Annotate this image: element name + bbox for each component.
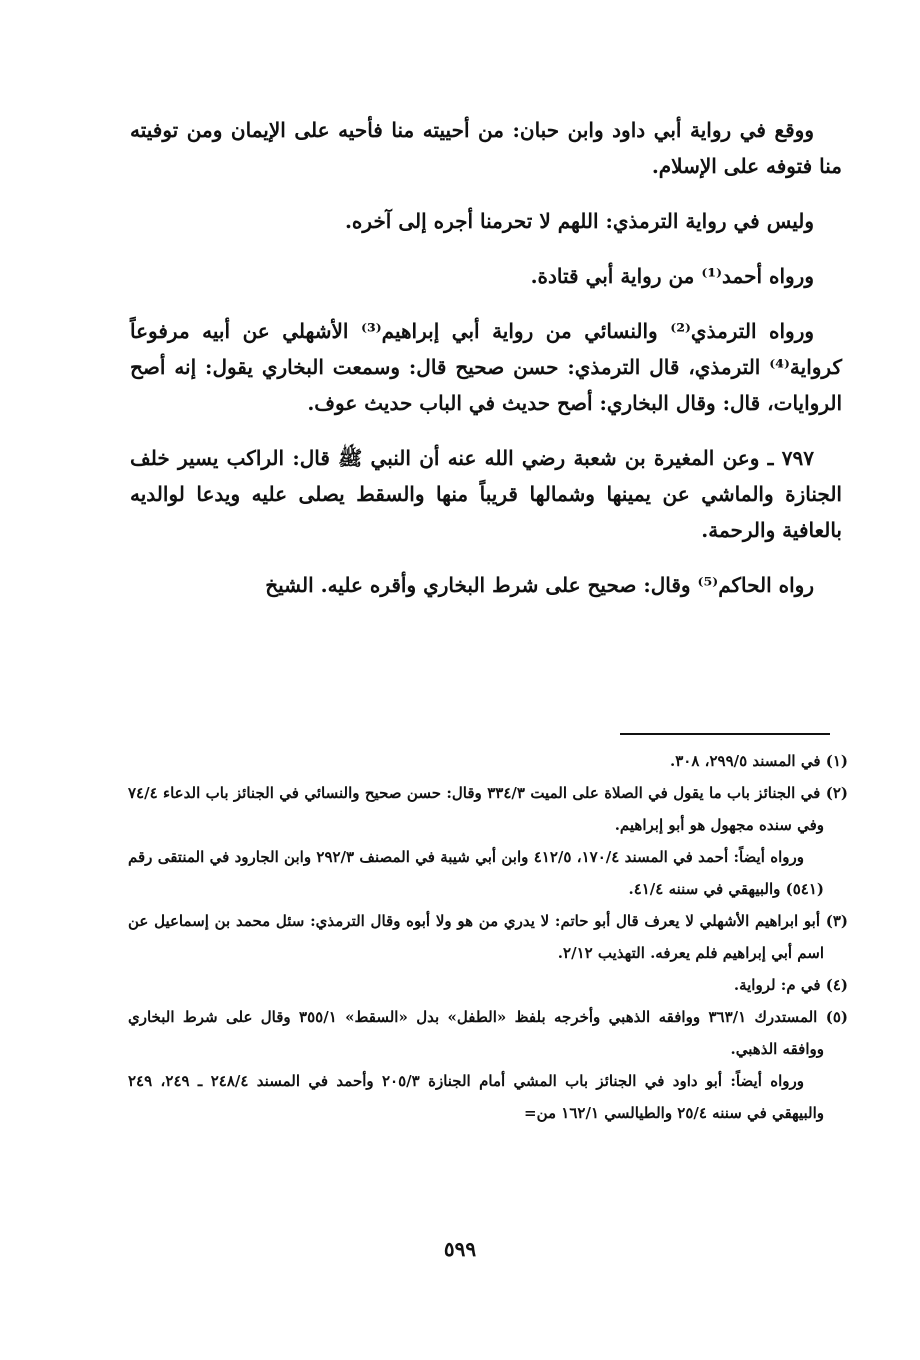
footnote-separator: [620, 733, 830, 735]
footnote-5-continuation: ورواه أيضاً: أبو داود في الجنائز باب المشي أمام الجنازة ٢٠٥/٣ وأحمد في المسند ٢٤٨/٤ ـ ٢٤٩، ٢٤٩ والبيهقي في سننه ٢٥/٤ والطيالسي ١٦٢/١ من=: [128, 1072, 824, 1122]
footnotes: [128, 745, 848, 1129]
footnote-3: (٣) أبو ابراهيم الأشهلي لا يعرف قال أبو حاتم: لا يدري من هو ولا أبوه وقال الترمذي: سئل محمد بن إسماعيل عن اسم أبي إبراهيم فلم يعرفه. التهذيب ٢/١٢.: [128, 912, 848, 962]
paragraph: ورواه أحمد⁽¹⁾ من رواية أبي قتادة.: [530, 264, 814, 288]
main-text: [130, 112, 842, 622]
paragraph: رواه الحاكم⁽⁵⁾ وقال: صحيح على شرط البخاري وأقره عليه. الشيخ: [265, 573, 814, 597]
footnote-4: (٤) في م: لرواية.: [733, 976, 848, 994]
footnote-5: (٥) المستدرك ٣٦٣/١ ووافقه الذهبي وأخرجه بلفظ «الطفل» بدل «السقط» ٣٥٥/١ وقال على شرط البخاري ووافقه الذهبي.: [128, 1008, 849, 1058]
paragraph: ووقع في رواية أبي داود وابن حبان: من أحييته منا فأحيه على الإيمان ومن توفيته منا فتوفه على الإسلام.: [130, 118, 842, 178]
footnote-2: (٢) في الجنائز باب ما يقول في الصلاة على الميت ٣٣٤/٣ وقال: حسن صحيح والنسائي في الجنائز باب الدعاء ٧٤/٤ وفي سنده مجهول هو أبو إبراهيم.: [128, 784, 849, 834]
hadith-paragraph: ٧٩٧ ـ وعن المغيرة بن شعبة رضي الله عنه أن النبي ﷺ قال: الراكب يسير خلف الجنازة والماشي عن يمينها وشمالها قريباً منها والسقط يصلى عليه ويدعا لوالديه بالعافية والرحمة.: [130, 446, 842, 542]
paragraph: ورواه الترمذي⁽²⁾ والنسائي من رواية أبي إبراهيم⁽³⁾ الأشهلي عن أبيه مرفوعاً كرواية⁽⁴⁾ الترمذي، قال الترمذي: حسن صحيح قال: وسمعت البخاري يقول: إنه أصح الروايات، قال: وقال البخاري: أصح حديث في الباب حديث عوف.: [130, 319, 842, 415]
paragraph: وليس في رواية الترمذي: اللهم لا تحرمنا أجره إلى آخره.: [344, 209, 814, 233]
footnote-1: (١) في المسند ٢٩٩/٥، ٣٠٨.: [669, 752, 848, 770]
page-number: ٥٩٩: [443, 1237, 477, 1261]
footnote-2-continuation: ورواه أيضاً: أحمد في المسند ١٧٠/٤، ٤١٢/٥ وابن أبي شيبة في المصنف ٢٩٢/٣ وابن الجارود في المنتقى رقم (٥٤١) والبيهقي في سننه ٤١/٤.: [128, 848, 824, 898]
